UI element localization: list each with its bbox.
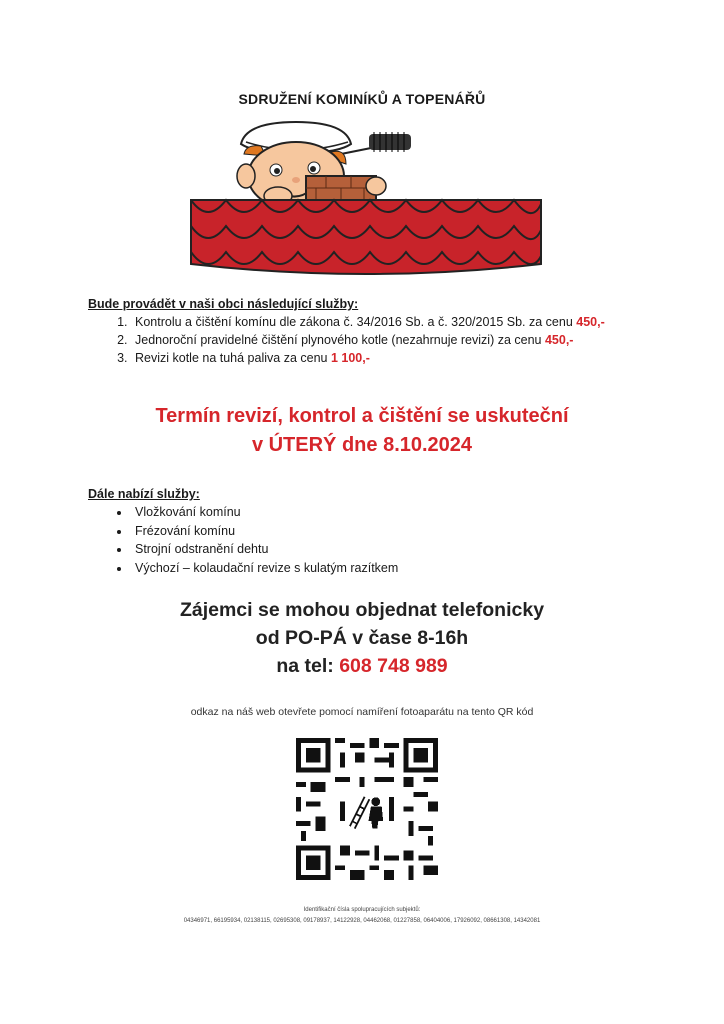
service-price: 450,-	[544, 333, 574, 347]
order-phone-line	[0, 652, 724, 680]
extra-services-section	[88, 487, 398, 577]
qr-caption: odkaz na náš web otevřete pomocí namíření fotoaparátu na tento QR kód	[190, 706, 534, 718]
phone-number[interactable]: 608 748 989	[339, 655, 448, 677]
service-item	[131, 313, 605, 331]
extra-service-item: • Strojní odstranění dehtu	[131, 540, 398, 559]
chimney-sweep-illustration	[186, 114, 546, 284]
service-price: 450,-	[576, 315, 605, 329]
extra-services-list	[88, 503, 398, 577]
services-heading: Bude provádět v naši obci následující služby:	[88, 297, 359, 311]
qr-code-icon[interactable]	[296, 738, 438, 880]
page-title: SDRUŽENÍ KOMINÍKŮ A TOPENÁŘŮ	[238, 91, 486, 107]
order-line-1: Zájemci se mohou objednat telefonicky	[179, 599, 545, 621]
service-item	[131, 349, 605, 367]
service-text: Kontrolu a čištění komínu dle zákona č. 34/2016 Sb. a č. 320/2015 Sb. za cenu	[135, 315, 577, 329]
extra-services-heading: Dále nabízí služby:	[88, 487, 200, 501]
service-price: 1 100,-	[330, 351, 370, 365]
extra-service-item: • Výchozí – kolaudační revize s kulatým razítkem	[131, 559, 398, 578]
ids-label: Identifikační čísla spolupracujících subjektů:	[303, 907, 421, 913]
ids-list: 04346971, 66195934, 02138115, 02695308, 09178937, 14122928, 04462068, 01227858, 06404006, 17926092, 08661308, 14342081	[183, 918, 541, 924]
service-item	[131, 331, 605, 349]
extra-service-item: • Frézování komínu	[131, 522, 398, 541]
services-list	[88, 313, 605, 367]
extra-service-item: • Vložkování komínu	[131, 503, 398, 522]
service-text: Jednoroční pravidelné čištění plynového kotle (nezahrnuje revizi) za cenu	[135, 333, 545, 347]
services-section	[88, 297, 605, 367]
announcement-date: v ÚTERÝ dne 8.10.2024	[251, 434, 473, 456]
order-line-2: od PO-PÁ v čase 8-16h	[255, 627, 469, 649]
service-text: Revizi kotle na tuhá paliva za cenu	[135, 351, 331, 365]
order-info	[0, 596, 724, 680]
announcement-line-1: Termín revizí, kontrol a čištění se uskuteční	[155, 405, 569, 427]
announcement	[0, 402, 724, 460]
phone-prefix: na tel:	[276, 655, 340, 677]
